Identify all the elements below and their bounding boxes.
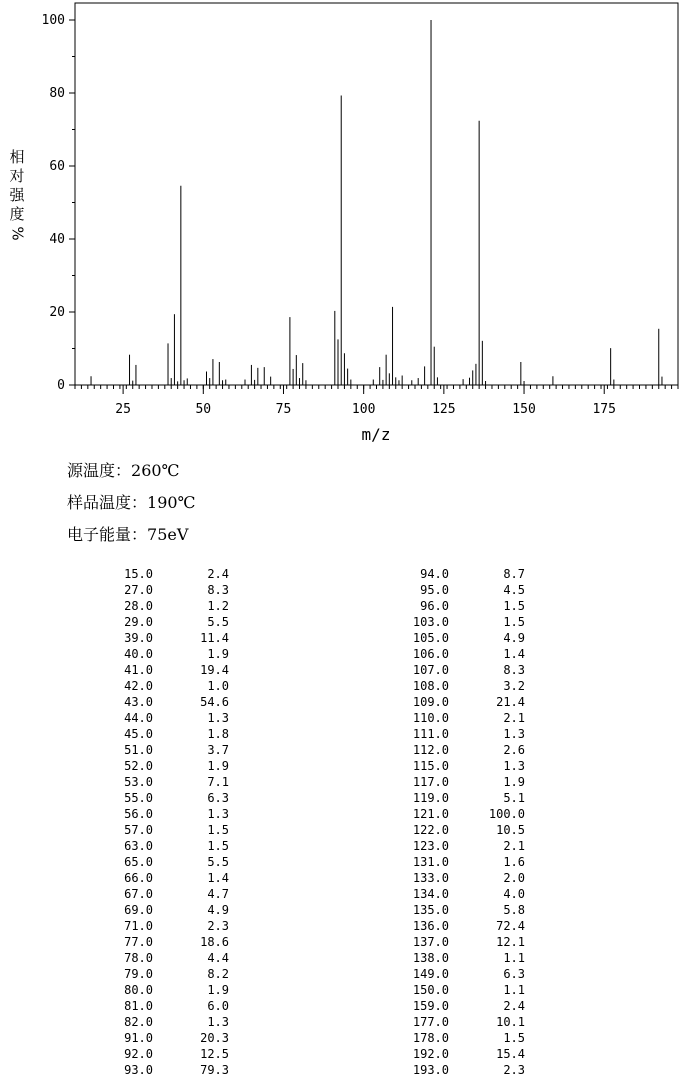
table-row (97, 854, 229, 870)
mz-cell: 78.0 (124, 951, 153, 965)
mz-cell: 108.0 (412, 679, 449, 693)
peak-table-right (393, 566, 525, 1078)
axis-ticks (69, 20, 604, 394)
abundance-cell: 6.3 (207, 791, 229, 805)
table-row (393, 902, 525, 918)
abundance-cell: 79.3 (200, 1063, 229, 1077)
mz-cell: 149.0 (412, 967, 449, 981)
mass-spectrum-chart (0, 0, 680, 445)
table-row (393, 1030, 525, 1046)
table-row (97, 1014, 229, 1030)
abundance-cell: 100.0 (488, 807, 525, 821)
mz-cell: 69.0 (124, 903, 153, 917)
abundance-cell: 1.9 (207, 983, 229, 997)
table-row (393, 838, 525, 854)
abundance-cell: 8.3 (503, 663, 525, 677)
mz-cell: 93.0 (124, 1063, 153, 1077)
table-row (393, 662, 525, 678)
abundance-cell: 1.0 (207, 679, 229, 693)
table-row (393, 758, 525, 774)
table-row (97, 566, 229, 582)
electron-energy (67, 522, 188, 545)
table-row (393, 870, 525, 886)
mz-cell: 28.0 (124, 599, 153, 613)
mz-cell: 80.0 (124, 983, 153, 997)
abundance-cell: 72.4 (496, 919, 525, 933)
table-row (97, 662, 229, 678)
table-row (393, 566, 525, 582)
table-row (97, 726, 229, 742)
abundance-cell: 5.1 (503, 791, 525, 805)
y-tick-label: 20 (49, 305, 65, 320)
abundance-cell: 4.7 (207, 887, 229, 901)
abundance-cell: 1.1 (503, 983, 525, 997)
abundance-cell: 54.6 (200, 695, 229, 709)
mz-cell: 40.0 (124, 647, 153, 661)
table-row (97, 742, 229, 758)
table-row (97, 934, 229, 950)
abundance-cell: 2.3 (503, 1063, 525, 1077)
y-tick-label: 60 (49, 159, 65, 174)
mz-cell: 112.0 (412, 743, 449, 757)
source-temperature (67, 458, 179, 481)
table-row (97, 694, 229, 710)
table-row (393, 630, 525, 646)
table-row (97, 582, 229, 598)
y-tick-label: 40 (49, 232, 65, 247)
abundance-cell: 2.0 (503, 871, 525, 885)
abundance-cell: 8.7 (503, 567, 525, 581)
abundance-cell: 1.9 (207, 647, 229, 661)
abundance-cell: 4.9 (207, 903, 229, 917)
abundance-cell: 6.3 (503, 967, 525, 981)
abundance-cell: 4.9 (503, 631, 525, 645)
mz-cell: 65.0 (124, 855, 153, 869)
sample-temperature (67, 490, 195, 513)
y-tick-label: 80 (49, 86, 65, 101)
abundance-cell: 1.3 (207, 1015, 229, 1029)
tick-labels (42, 13, 616, 417)
table-row (97, 982, 229, 998)
abundance-cell: 12.5 (200, 1047, 229, 1061)
source-temperature-label: 源温度： (67, 461, 132, 480)
table-row (393, 998, 525, 1014)
x-axis-label: m/z (361, 425, 391, 444)
x-tick-label: 150 (512, 402, 536, 417)
abundance-cell: 2.4 (503, 999, 525, 1013)
table-row (97, 614, 229, 630)
table-row (97, 1062, 229, 1078)
table-row (393, 598, 525, 614)
mz-cell: 150.0 (412, 983, 449, 997)
mz-cell: 29.0 (124, 615, 153, 629)
abundance-cell: 1.5 (503, 599, 525, 613)
mz-cell: 123.0 (412, 839, 449, 853)
abundance-cell: 8.3 (207, 583, 229, 597)
table-row (97, 886, 229, 902)
table-row (97, 806, 229, 822)
mz-cell: 67.0 (124, 887, 153, 901)
mz-cell: 107.0 (412, 663, 449, 677)
abundance-cell: 10.5 (496, 823, 525, 837)
x-tick-label: 75 (275, 402, 292, 417)
abundance-cell: 2.3 (207, 919, 229, 933)
table-row (97, 790, 229, 806)
abundance-cell: 1.9 (503, 775, 525, 789)
mz-cell: 71.0 (124, 919, 153, 933)
abundance-cell: 5.5 (207, 855, 229, 869)
mz-cell: 134.0 (412, 887, 449, 901)
table-row (393, 710, 525, 726)
mz-cell: 177.0 (412, 1015, 449, 1029)
abundance-cell: 1.5 (503, 615, 525, 629)
mz-cell: 159.0 (412, 999, 449, 1013)
abundance-cell: 5.8 (503, 903, 525, 917)
abundance-cell: 15.4 (496, 1047, 525, 1061)
table-row (393, 678, 525, 694)
mz-cell: 82.0 (124, 1015, 153, 1029)
table-row (97, 1030, 229, 1046)
mz-cell: 106.0 (412, 647, 449, 661)
abundance-cell: 12.1 (496, 935, 525, 949)
mz-cell: 94.0 (420, 567, 449, 581)
table-row (393, 886, 525, 902)
electron-energy-value: 75eV (147, 525, 189, 544)
y-axis-label-char: 对 (9, 167, 25, 185)
y-axis-label (8, 148, 26, 243)
abundance-cell: 1.3 (503, 759, 525, 773)
abundance-cell: 1.5 (207, 823, 229, 837)
abundance-cell: 7.1 (207, 775, 229, 789)
table-row (393, 1062, 525, 1078)
abundance-cell: 1.3 (207, 807, 229, 821)
abundance-cell: 20.3 (200, 1031, 229, 1045)
abundance-cell: 2.4 (207, 567, 229, 581)
table-row (393, 774, 525, 790)
table-row (393, 806, 525, 822)
abundance-cell: 1.4 (503, 647, 525, 661)
electron-energy-label: 电子能量： (67, 525, 148, 544)
table-row (97, 950, 229, 966)
abundance-cell: 1.9 (207, 759, 229, 773)
abundance-cell: 19.4 (200, 663, 229, 677)
abundance-cell: 1.8 (207, 727, 229, 741)
sample-temperature-label: 样品温度： (67, 493, 148, 512)
abundance-cell: 2.6 (503, 743, 525, 757)
table-row (97, 838, 229, 854)
table-row (97, 1046, 229, 1062)
mz-cell: 96.0 (420, 599, 449, 613)
abundance-cell: 11.4 (200, 631, 229, 645)
mz-cell: 44.0 (124, 711, 153, 725)
mz-cell: 66.0 (124, 871, 153, 885)
mz-cell: 192.0 (412, 1047, 449, 1061)
mz-cell: 91.0 (124, 1031, 153, 1045)
table-row (393, 1014, 525, 1030)
abundance-cell: 1.6 (503, 855, 525, 869)
table-row (393, 934, 525, 950)
table-row (97, 902, 229, 918)
table-row (393, 950, 525, 966)
abundance-cell: 1.2 (207, 599, 229, 613)
abundance-cell: 4.5 (503, 583, 525, 597)
x-minor-ticks (75, 385, 678, 389)
x-tick-label: 100 (351, 402, 376, 417)
mz-cell: 57.0 (124, 823, 153, 837)
mz-cell: 121.0 (412, 807, 449, 821)
source-temperature-value: 260℃ (131, 461, 180, 480)
table-row (97, 822, 229, 838)
table-row (97, 758, 229, 774)
table-row (97, 598, 229, 614)
table-row (393, 966, 525, 982)
table-row (393, 582, 525, 598)
mz-cell: 15.0 (124, 567, 153, 581)
mz-cell: 105.0 (412, 631, 449, 645)
abundance-cell: 10.1 (496, 1015, 525, 1029)
mz-cell: 39.0 (124, 631, 153, 645)
mz-cell: 135.0 (412, 903, 449, 917)
mz-cell: 95.0 (420, 583, 449, 597)
table-row (97, 678, 229, 694)
x-tick-label: 25 (115, 402, 131, 417)
y-tick-label: 0 (57, 378, 65, 393)
table-row (393, 614, 525, 630)
spectrum-bars (91, 20, 662, 385)
abundance-cell: 2.1 (503, 839, 525, 853)
mz-cell: 117.0 (412, 775, 449, 789)
abundance-cell: 2.1 (503, 711, 525, 725)
table-row (97, 918, 229, 934)
abundance-cell: 5.5 (207, 615, 229, 629)
mz-cell: 27.0 (124, 583, 153, 597)
abundance-cell: 3.2 (503, 679, 525, 693)
mz-cell: 137.0 (412, 935, 449, 949)
mz-cell: 138.0 (412, 951, 449, 965)
table-row (393, 790, 525, 806)
plot-frame (75, 3, 678, 385)
peak-table-left (97, 566, 229, 1078)
mz-cell: 110.0 (412, 711, 449, 725)
abundance-cell: 21.4 (496, 695, 525, 709)
table-row (97, 966, 229, 982)
abundance-cell: 1.5 (207, 839, 229, 853)
table-row (393, 854, 525, 870)
x-tick-label: 50 (195, 402, 212, 417)
mz-cell: 109.0 (412, 695, 449, 709)
mz-cell: 55.0 (124, 791, 153, 805)
table-row (393, 982, 525, 998)
mz-cell: 178.0 (412, 1031, 449, 1045)
mz-cell: 56.0 (124, 807, 153, 821)
abundance-cell: 1.4 (207, 871, 229, 885)
abundance-cell: 18.6 (200, 935, 229, 949)
y-tick-label: 100 (41, 13, 65, 28)
table-row (97, 870, 229, 886)
mz-cell: 193.0 (412, 1063, 449, 1077)
table-row (393, 918, 525, 934)
mz-cell: 42.0 (124, 679, 153, 693)
abundance-cell: 1.1 (503, 951, 525, 965)
mz-cell: 79.0 (124, 967, 153, 981)
mz-cell: 52.0 (124, 759, 153, 773)
table-row (393, 694, 525, 710)
table-row (97, 710, 229, 726)
table-row (97, 998, 229, 1014)
mz-cell: 43.0 (124, 695, 153, 709)
table-row (393, 742, 525, 758)
table-row (393, 646, 525, 662)
mz-cell: 45.0 (124, 727, 153, 741)
abundance-cell: 4.4 (207, 951, 229, 965)
x-tick-label: 175 (592, 402, 616, 417)
mz-cell: 115.0 (412, 759, 449, 773)
mz-cell: 41.0 (124, 663, 153, 677)
table-row (97, 774, 229, 790)
table-row (393, 822, 525, 838)
mz-cell: 131.0 (412, 855, 449, 869)
abundance-cell: 1.5 (503, 1031, 525, 1045)
mz-cell: 103.0 (412, 615, 449, 629)
mz-cell: 63.0 (124, 839, 153, 853)
sample-temperature-value: 190℃ (147, 493, 196, 512)
mz-cell: 122.0 (412, 823, 449, 837)
mz-cell: 53.0 (124, 775, 153, 789)
mz-cell: 77.0 (124, 935, 153, 949)
mz-cell: 133.0 (412, 871, 449, 885)
x-tick-label: 125 (432, 402, 456, 417)
abundance-cell: 1.3 (207, 711, 229, 725)
table-row (393, 1046, 525, 1062)
abundance-cell: 4.0 (503, 887, 525, 901)
table-row (97, 646, 229, 662)
table-row (97, 630, 229, 646)
abundance-cell: 1.3 (503, 727, 525, 741)
y-axis-label-char: 度 (9, 205, 25, 223)
abundance-cell: 6.0 (207, 999, 229, 1013)
y-axis-label-char: % (8, 226, 27, 241)
mz-cell: 51.0 (124, 743, 153, 757)
abundance-cell: 3.7 (207, 743, 229, 757)
mz-cell: 111.0 (412, 727, 449, 741)
abundance-cell: 8.2 (207, 967, 229, 981)
mz-cell: 119.0 (412, 791, 449, 805)
mz-cell: 92.0 (124, 1047, 153, 1061)
mz-cell: 136.0 (412, 919, 449, 933)
y-axis-label-char: 强 (9, 186, 25, 204)
mz-cell: 81.0 (124, 999, 153, 1013)
y-axis-label-char: 相 (9, 148, 25, 166)
table-row (393, 726, 525, 742)
